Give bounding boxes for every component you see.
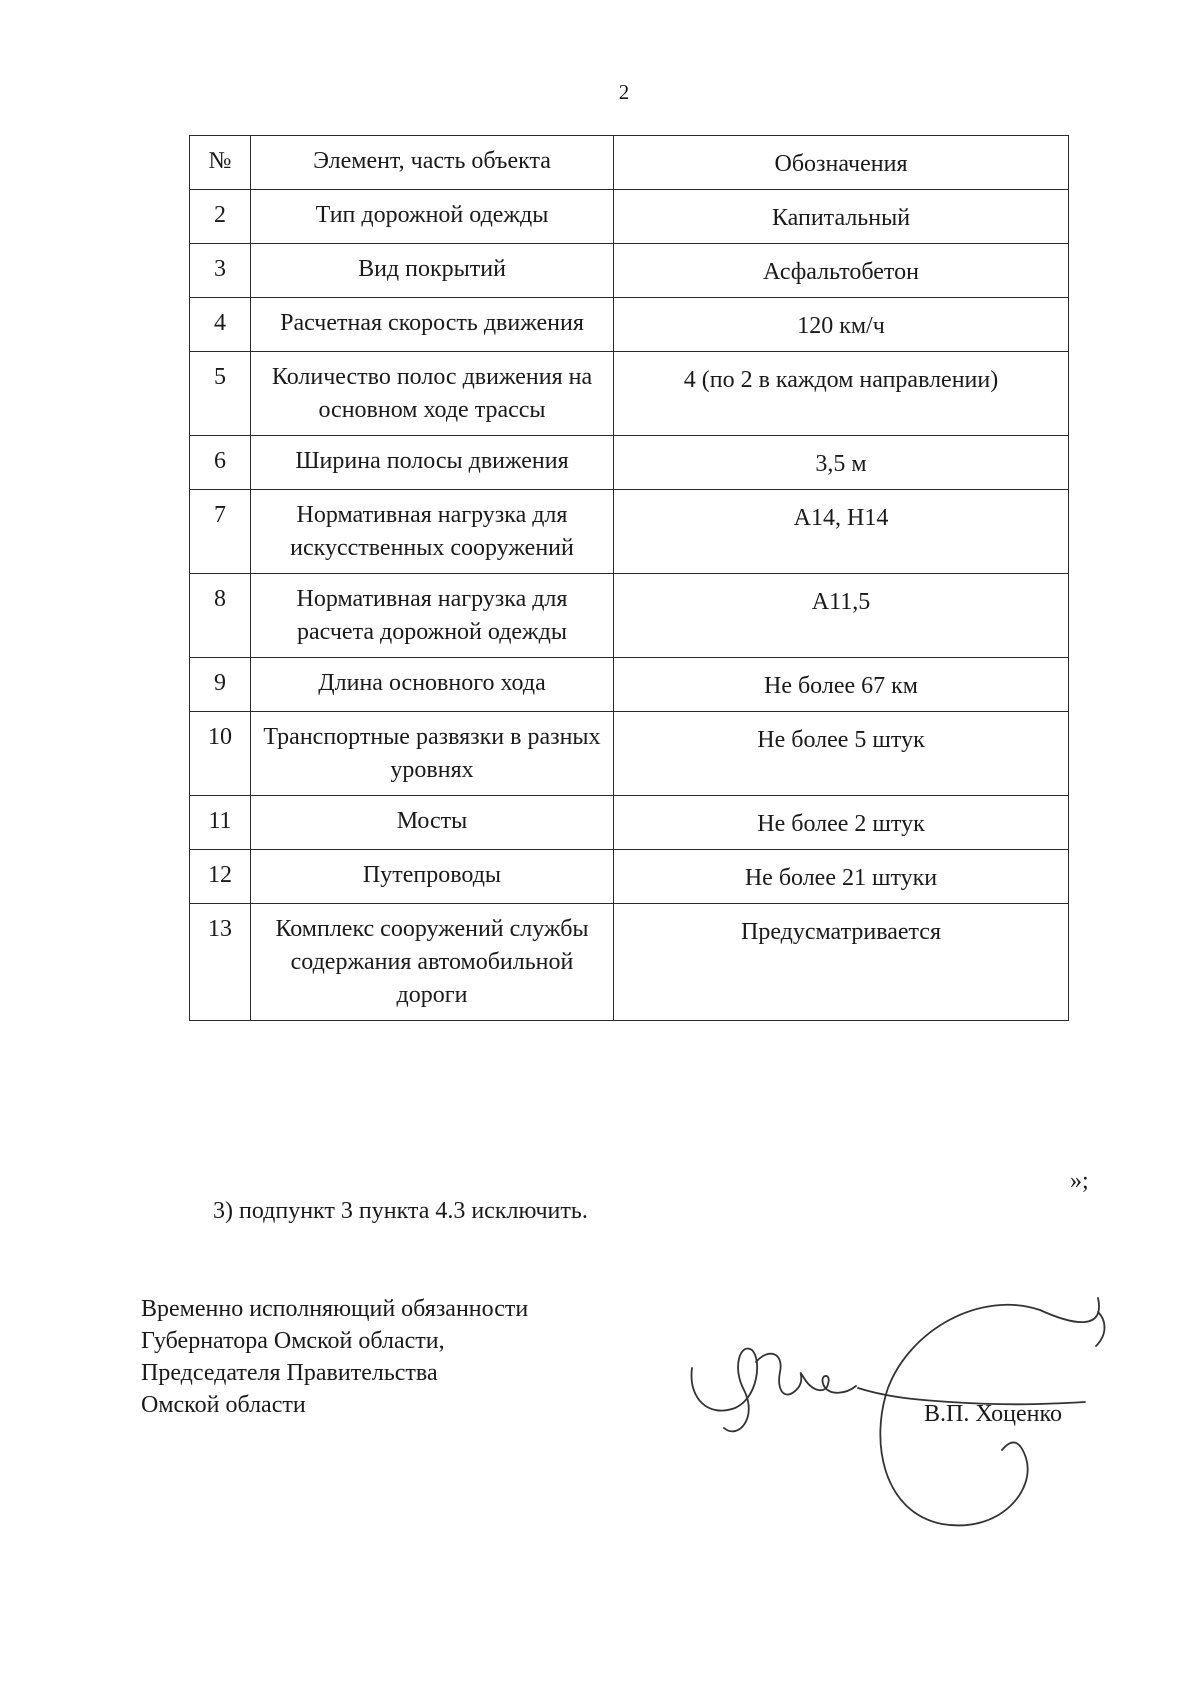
- row-number: 7: [190, 490, 251, 574]
- row-element: Длина основного хода: [251, 658, 614, 712]
- row-element: Комплекс сооружений службы содержания автомобильной дороги: [251, 904, 614, 1021]
- row-number: 2: [190, 190, 251, 244]
- handwritten-signature: [680, 1290, 1110, 1530]
- table-row: [190, 190, 1069, 244]
- signer-position: [141, 1293, 528, 1421]
- signer-name: В.П. Хоценко: [924, 1401, 1062, 1427]
- row-element: Количество полос движения на основном ходе трассы: [251, 352, 614, 436]
- row-designation: Не более 5 штук: [614, 712, 1069, 796]
- row-designation: Не более 67 км: [614, 658, 1069, 712]
- table-header-row: [190, 136, 1069, 190]
- table-row: [190, 850, 1069, 904]
- row-designation: 4 (по 2 в каждом направлении): [614, 352, 1069, 436]
- clause-text: 3) подпункт 3 пункта 4.3 исключить.: [213, 1198, 588, 1224]
- header-number: №: [190, 136, 251, 190]
- table-row: [190, 244, 1069, 298]
- row-designation: Асфальтобетон: [614, 244, 1069, 298]
- row-number: 9: [190, 658, 251, 712]
- row-designation: Капитальный: [614, 190, 1069, 244]
- row-element: Мосты: [251, 796, 614, 850]
- row-element: Тип дорожной одежды: [251, 190, 614, 244]
- row-number: 4: [190, 298, 251, 352]
- page-number: 2: [618, 80, 630, 104]
- table-row: [190, 796, 1069, 850]
- table-row: [190, 436, 1069, 490]
- table-row: [190, 298, 1069, 352]
- row-designation: Не более 21 штуки: [614, 850, 1069, 904]
- row-designation: Не более 2 штук: [614, 796, 1069, 850]
- row-designation: А11,5: [614, 574, 1069, 658]
- signer-position-line: Временно исполняющий обязанности: [141, 1296, 529, 1322]
- row-number: 8: [190, 574, 251, 658]
- row-element: Расчетная скорость движения: [251, 298, 614, 352]
- row-designation: Предусматривается: [614, 904, 1069, 1021]
- row-element: Транспортные развязки в разных уровнях: [251, 712, 614, 796]
- row-number: 11: [190, 796, 251, 850]
- row-element: Нормативная нагрузка для расчета дорожной одежды: [251, 574, 614, 658]
- row-element: Вид покрытий: [251, 244, 614, 298]
- row-designation: 3,5 м: [614, 436, 1069, 490]
- signer-position-line: Губернатора Омской области,: [141, 1328, 445, 1354]
- row-number: 12: [190, 850, 251, 904]
- row-number: 10: [190, 712, 251, 796]
- header-element: Элемент, часть объекта: [251, 136, 614, 190]
- row-element: Ширина полосы движения: [251, 436, 614, 490]
- table-body: [190, 190, 1069, 1021]
- row-designation: А14, Н14: [614, 490, 1069, 574]
- closing-quote: »;: [1070, 1168, 1089, 1194]
- table-row: [190, 574, 1069, 658]
- row-number: 3: [190, 244, 251, 298]
- signer-position-line: Председателя Правительства: [141, 1360, 438, 1386]
- table-row: [190, 490, 1069, 574]
- row-number: 6: [190, 436, 251, 490]
- specs-table: [189, 135, 1069, 1021]
- row-designation: 120 км/ч: [614, 298, 1069, 352]
- table-row: [190, 658, 1069, 712]
- signer-position-line: Омской области: [141, 1392, 306, 1418]
- row-element: Нормативная нагрузка для искусственных сооружений: [251, 490, 614, 574]
- row-number: 5: [190, 352, 251, 436]
- table-row: [190, 712, 1069, 796]
- row-number: 13: [190, 904, 251, 1021]
- header-designation: Обозначения: [614, 136, 1069, 190]
- table-row: [190, 352, 1069, 436]
- row-element: Путепроводы: [251, 850, 614, 904]
- table-row: [190, 904, 1069, 1021]
